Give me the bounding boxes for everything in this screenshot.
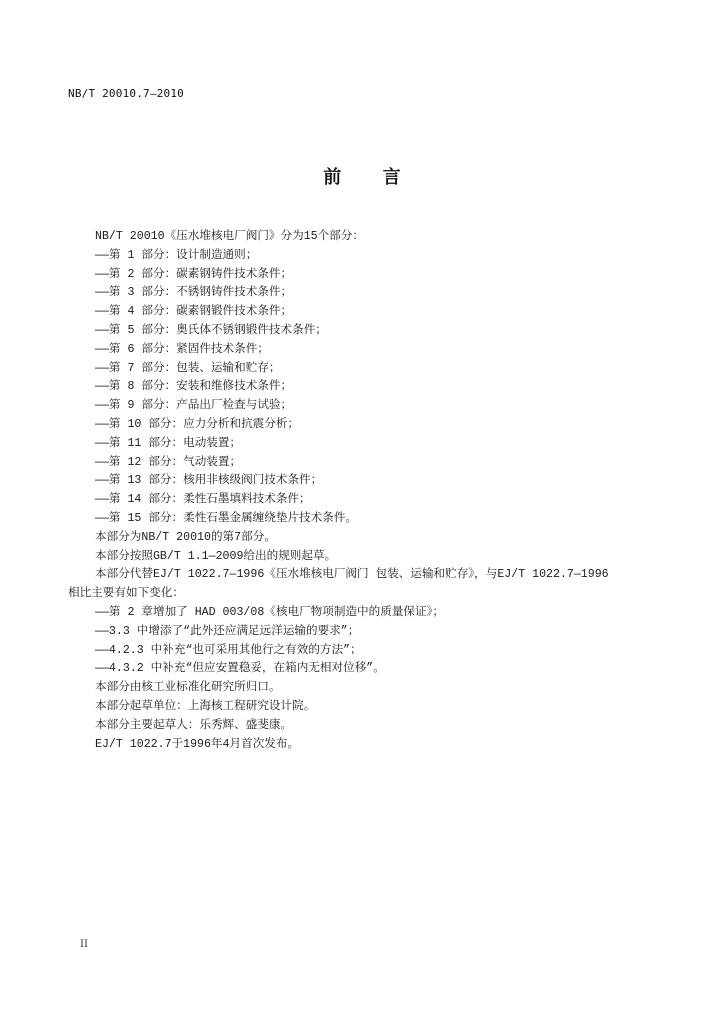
- list-item: ——第 2 章增加了 HAD 003/08《核电厂物项制造中的质量保证》；: [95, 605, 444, 619]
- foreword-body: [68, 228, 660, 754]
- list-item: ——第 15 部分：柔性石墨金属缠绕垫片技术条件。: [95, 511, 358, 525]
- page-number: II: [80, 939, 88, 950]
- statement-paragraph: 本部分为NB/T 20010的第7部分。: [95, 530, 276, 544]
- list-item: ——4.3.2 中补充“但应安置稳妥，在箱内无相对位移”。: [95, 662, 385, 676]
- list-item: ——第 12 部分：气动装置；: [95, 455, 242, 469]
- list-item: ——第 9 部分：产品出厂检查与试验；: [95, 399, 293, 413]
- closing-paragraph: EJ/T 1022.7于1996年4月首次发布。: [95, 737, 300, 751]
- list-item: ——第 6 部分：紧固件技术条件；: [95, 342, 269, 356]
- replacement-line-continued: 相比主要有如下变化：: [68, 587, 184, 601]
- list-item: ——第 14 部分：柔性石墨填料技术条件；: [95, 493, 311, 507]
- list-item: ——第 13 部分：核用非核级阀门技术条件；: [95, 474, 323, 488]
- page-title: 前言: [323, 167, 443, 188]
- changes-list: [68, 604, 660, 679]
- standard-code-header: NB/T 20010.7—2010: [68, 87, 184, 100]
- replacement-line: 本部分代替EJ/T 1022.7—1996《压水堆核电厂阀门 包装、运输和贮存》，与EJ/T 1022.7—1996: [95, 568, 609, 582]
- list-item: ——第 8 部分：安装和维修技术条件；: [95, 380, 293, 394]
- list-item: ——第 1 部分：设计制造通则；: [95, 248, 258, 262]
- replacement-paragraph: [68, 566, 660, 604]
- intro-paragraph: NB/T 20010《压水堆核电厂阀门》分为15个部分：: [95, 230, 364, 243]
- list-item: ——第 4 部分：碳素钢锻件技术条件；: [95, 305, 293, 319]
- list-item: ——第 11 部分：电动装置；: [95, 436, 242, 450]
- statement-paragraph: 本部分按照GB/T 1.1—2009给出的规则起草。: [95, 549, 337, 563]
- closing-paragraph: 本部分起草单位：上海核工程研究设计院。: [95, 699, 316, 713]
- list-item: ——3.3 中增添了“此外还应满足远洋运输的要求”；: [95, 624, 360, 638]
- list-item: ——第 2 部分：碳素钢铸件技术条件；: [95, 267, 293, 281]
- list-item: ——第 7 部分：包装、运输和贮存；: [95, 361, 281, 375]
- list-item: ——第 5 部分：奥氏体不锈钢锻件技术条件；: [95, 323, 327, 337]
- closing-paragraph: 本部分主要起草人：乐秀辉、盛斐康。: [95, 718, 293, 732]
- list-item: ——第 10 部分：应力分析和抗震分析；: [95, 417, 300, 431]
- list-item: ——第 3 部分：不锈钢铸件技术条件；: [95, 286, 293, 300]
- parts-list: [68, 247, 660, 529]
- closing-paragraph: 本部分由核工业标准化研究所归口。: [95, 681, 281, 695]
- list-item: ——4.2.3 中补充“也可采用其他行之有效的方法”；: [95, 643, 362, 657]
